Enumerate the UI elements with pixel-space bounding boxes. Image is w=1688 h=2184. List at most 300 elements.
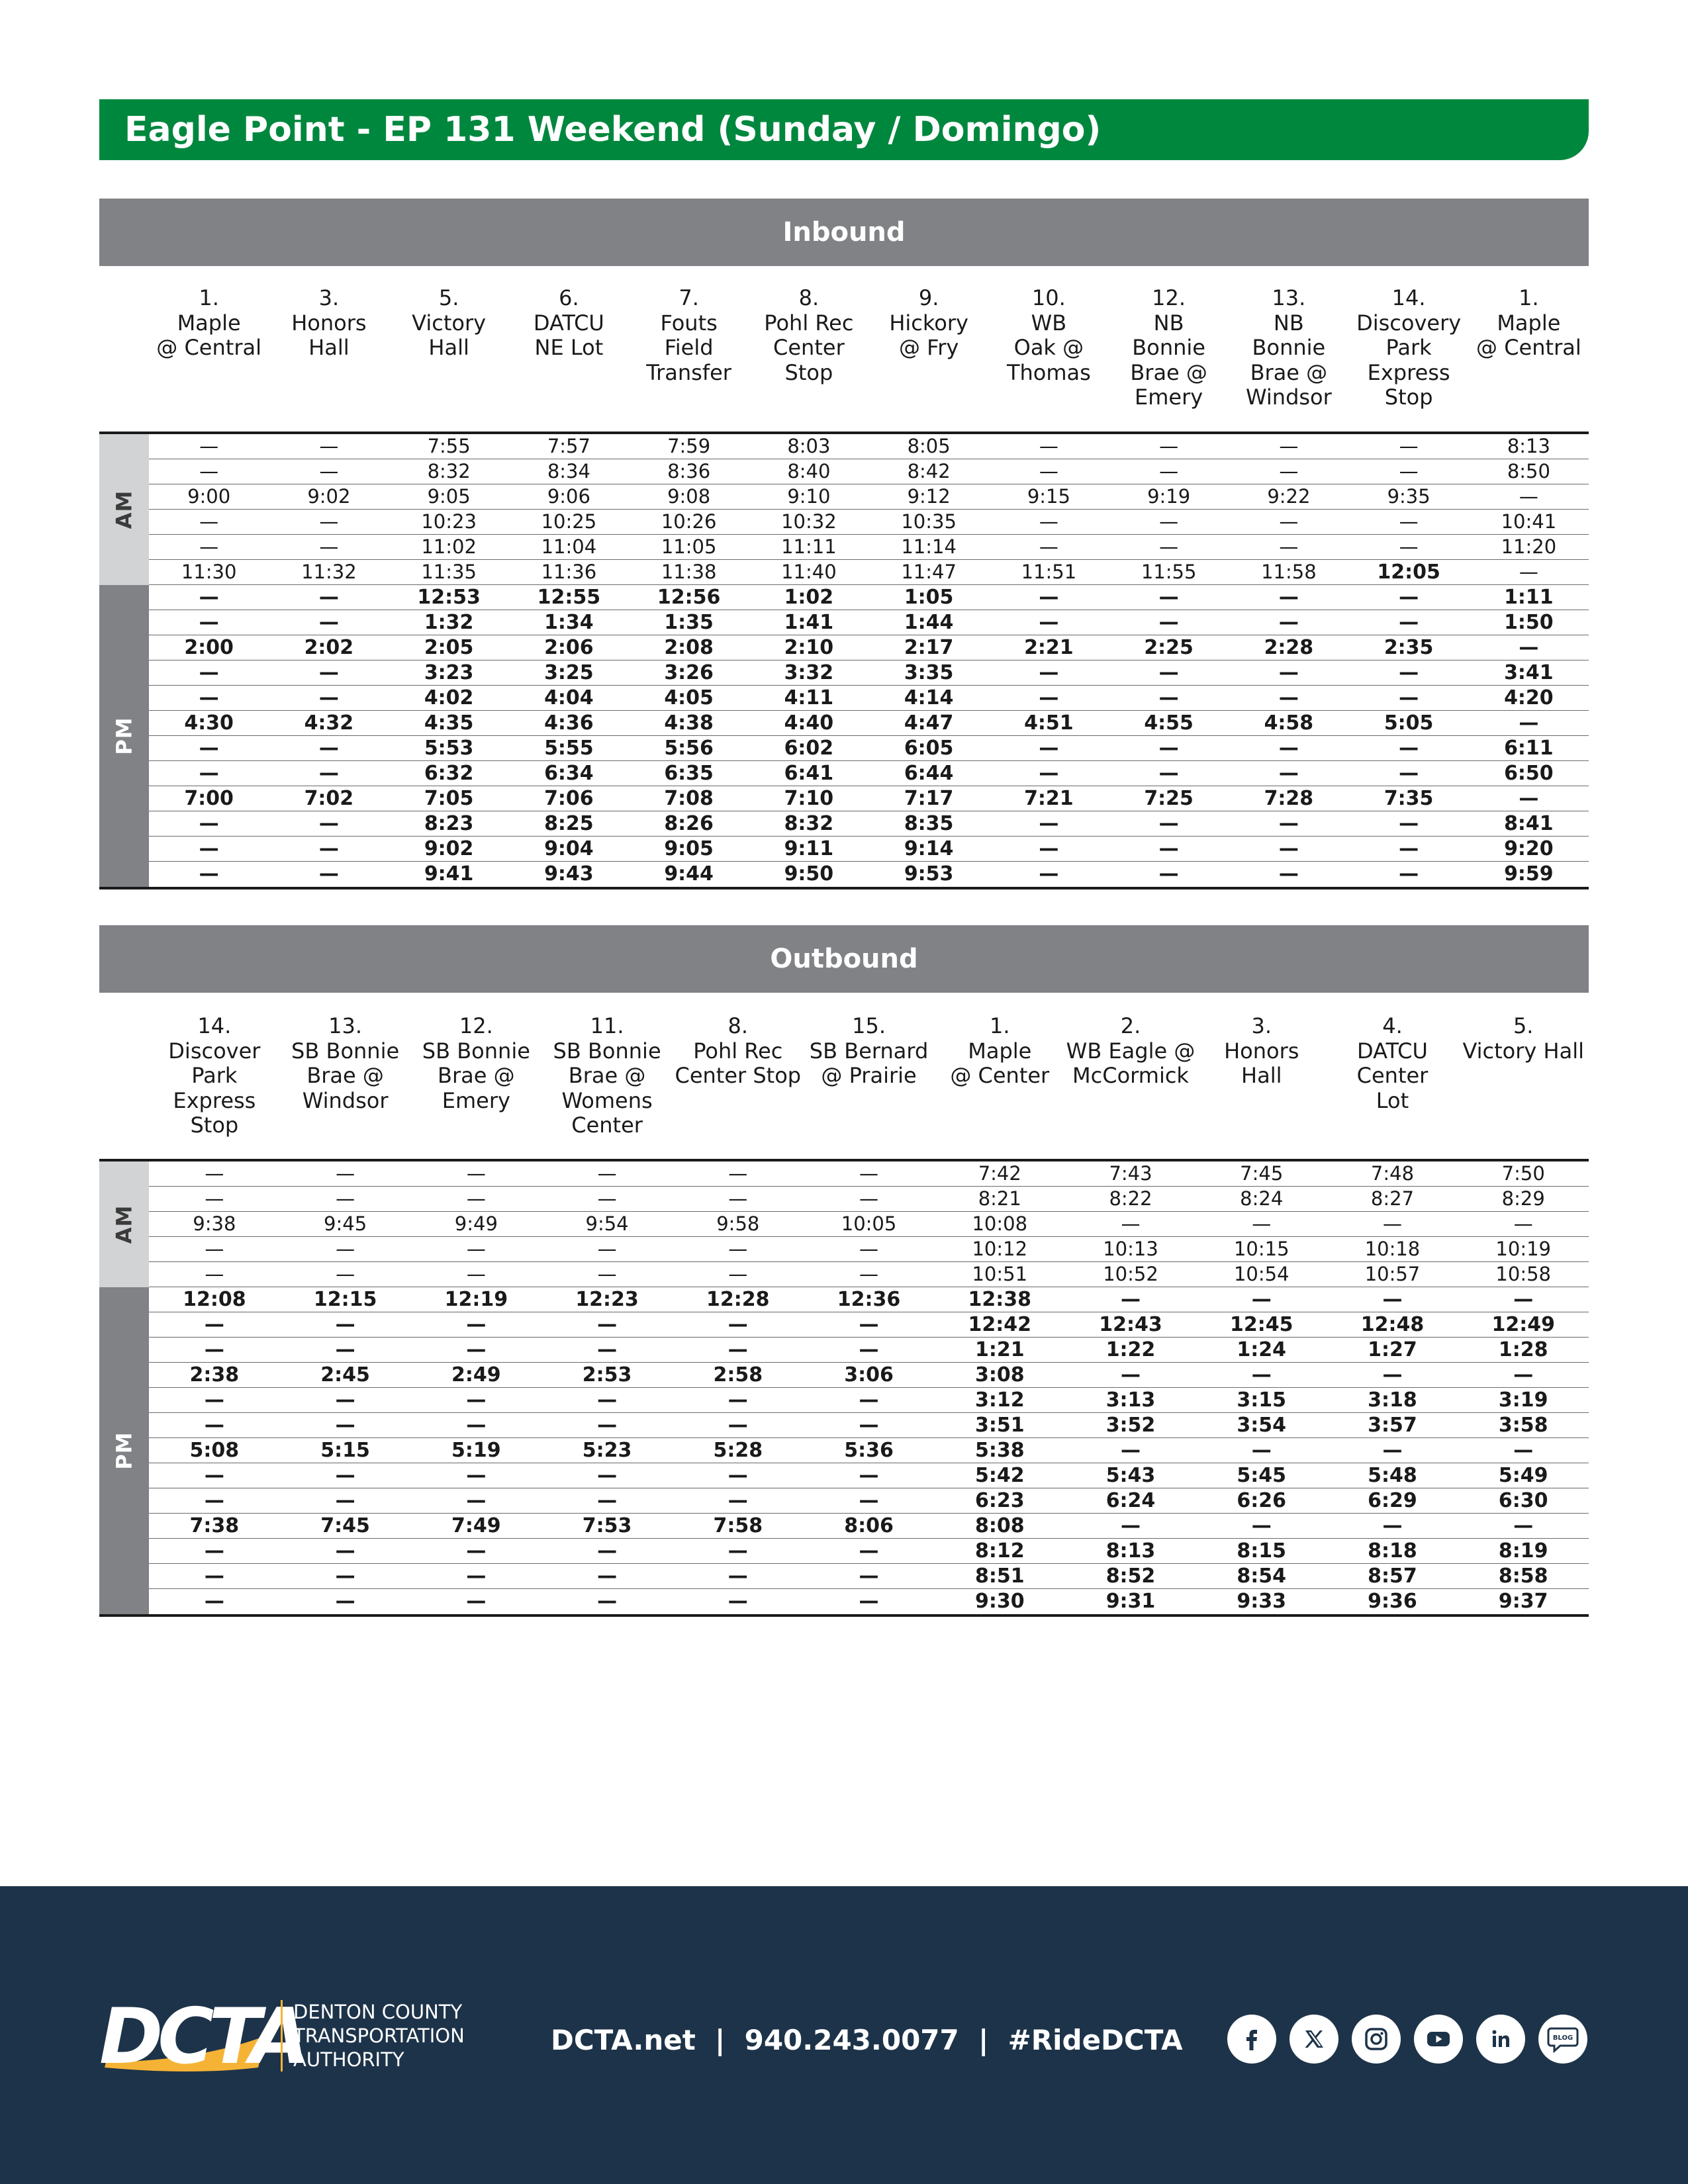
table-row: [149, 736, 1589, 761]
time-cell: —: [859, 1313, 879, 1336]
time-cell: 8:26: [664, 812, 714, 835]
time-cell: —: [204, 1464, 224, 1487]
time-cell: 9:35: [1387, 485, 1430, 508]
time-cell: 3:57: [1368, 1414, 1417, 1437]
time-cell: 9:14: [904, 837, 954, 860]
time-cell: —: [1121, 1288, 1141, 1311]
time-cell: —: [727, 1313, 748, 1336]
time-cell: —: [199, 611, 219, 634]
header-spacer: [99, 1013, 149, 1138]
stop-header-line: 6.: [559, 285, 579, 310]
time-cell: —: [466, 1263, 486, 1285]
time-cell: —: [727, 1565, 748, 1588]
stop-header: [410, 1013, 541, 1138]
stop-header-line: WB Eagle @: [1066, 1038, 1196, 1064]
stop-header-line: Thomas: [1006, 359, 1091, 385]
time-cell: 7:43: [1109, 1162, 1152, 1185]
table-row: [149, 1161, 1589, 1187]
time-cell: 8:34: [547, 460, 590, 482]
time-cell: 2:10: [784, 636, 834, 659]
table-row: [149, 811, 1589, 837]
blog-label: BLOG: [1552, 2034, 1573, 2042]
time-cell: —: [727, 1539, 748, 1563]
time-cell: 6:34: [544, 762, 594, 785]
time-cell: 3:35: [904, 661, 954, 684]
time-cell: 10:32: [781, 510, 837, 533]
time-cell: 8:29: [1501, 1187, 1545, 1210]
time-cell: —: [466, 1388, 487, 1412]
time-cell: —: [728, 1162, 748, 1185]
stop-header-line: Park Express: [173, 1063, 256, 1113]
table-row: [149, 1187, 1589, 1212]
time-cell: 8:57: [1368, 1565, 1417, 1588]
time-cell: 4:32: [304, 711, 354, 735]
time-cell: 5:15: [320, 1439, 370, 1462]
time-cell: 6:11: [1504, 737, 1554, 760]
time-cell: —: [1158, 837, 1179, 860]
table-row: [149, 585, 1589, 610]
time-cell: 9:53: [904, 862, 954, 886]
time-cell: —: [859, 1489, 879, 1512]
time-cell: —: [1399, 661, 1419, 684]
time-cell: —: [199, 510, 219, 533]
stop-header-line: 1.: [199, 285, 219, 310]
time-cell: 3:25: [544, 661, 594, 684]
header-spacer: [99, 285, 149, 410]
time-cell: 5:45: [1237, 1464, 1287, 1487]
stop-header: [804, 1013, 935, 1138]
time-cell: —: [199, 661, 219, 684]
time-cell: —: [335, 1414, 355, 1437]
time-cell: —: [319, 460, 339, 482]
table-row: [149, 1388, 1589, 1413]
table-row: [149, 1338, 1589, 1363]
time-cell: 2:53: [582, 1363, 632, 1387]
time-cell: —: [199, 812, 219, 835]
table-row: [149, 1363, 1589, 1388]
time-cell: 12:23: [575, 1288, 639, 1311]
stop-header-line: McCormick: [1072, 1063, 1189, 1088]
time-cell: 7:45: [1240, 1162, 1284, 1185]
time-cell: 11:02: [421, 535, 477, 558]
time-cell: —: [1513, 1514, 1534, 1537]
am-band: [99, 434, 149, 585]
time-cell: 5:48: [1368, 1464, 1417, 1487]
time-cell: 7:59: [667, 435, 711, 457]
stop-header-line: Pohl Rec: [693, 1038, 783, 1064]
time-cell: —: [204, 1590, 224, 1613]
time-cell: 12:45: [1229, 1313, 1293, 1336]
time-cell: —: [1039, 686, 1059, 709]
pm-band: [99, 585, 149, 887]
time-cell: —: [1399, 611, 1419, 634]
time-cell: 10:15: [1233, 1238, 1289, 1260]
time-cell: —: [204, 1565, 224, 1588]
time-cell: —: [1158, 862, 1179, 886]
time-cell: —: [597, 1414, 618, 1437]
time-cell: 9:50: [784, 862, 834, 886]
time-cell: 11:04: [541, 535, 597, 558]
time-cell: 8:06: [844, 1514, 894, 1537]
time-cell: 5:08: [189, 1439, 240, 1462]
time-cell: —: [1519, 787, 1539, 810]
time-cell: 7:06: [544, 787, 594, 810]
time-cell: 12:49: [1491, 1313, 1555, 1336]
time-cell: 2:21: [1024, 636, 1074, 659]
time-cell: 7:02: [304, 787, 354, 810]
linkedin-icon[interactable]: [1476, 2015, 1525, 2064]
time-cell: —: [466, 1313, 487, 1336]
time-cell: —: [466, 1489, 487, 1512]
stop-header: [389, 285, 509, 410]
time-cell: —: [1039, 586, 1059, 609]
time-cell: 8:54: [1237, 1565, 1287, 1588]
time-cell: 5:19: [451, 1439, 501, 1462]
time-cell: —: [1039, 535, 1058, 558]
time-cell: 3:08: [974, 1363, 1025, 1387]
time-cell: —: [204, 1388, 224, 1412]
inbound-stop-headers: [99, 285, 1589, 410]
time-cell: 9:15: [1027, 485, 1070, 508]
time-cell: 10:19: [1495, 1238, 1551, 1260]
time-cell: —: [859, 1338, 879, 1361]
time-cell: 10:51: [972, 1263, 1028, 1285]
table-row: [149, 761, 1589, 786]
time-cell: —: [199, 837, 219, 860]
stop-header: [934, 1013, 1065, 1138]
time-cell: 3:26: [664, 661, 714, 684]
time-cell: —: [1279, 535, 1299, 558]
time-cell: 5:49: [1498, 1464, 1548, 1487]
time-cell: 3:18: [1368, 1388, 1417, 1412]
time-cell: —: [199, 435, 219, 457]
time-cell: —: [1251, 1363, 1272, 1387]
time-cell: 7:21: [1024, 787, 1074, 810]
time-cell: 5:23: [582, 1439, 632, 1462]
stop-header: [1109, 285, 1229, 410]
time-cell: 3:06: [844, 1363, 894, 1387]
page-title: Eagle Point - EP 131 Weekend (Sunday / Domingo): [99, 99, 1589, 160]
time-cell: 3:58: [1498, 1414, 1548, 1437]
pm-label: PM: [111, 717, 137, 755]
stop-header-line: 2.: [1120, 1013, 1141, 1038]
org-name-line: TRANSPORTATION: [293, 2025, 465, 2047]
time-cell: —: [318, 837, 339, 860]
stop-header-line: SB Bonnie: [291, 1038, 400, 1064]
time-cell: —: [597, 1388, 618, 1412]
time-cell: —: [1159, 535, 1179, 558]
stop-header-line: Stop: [784, 359, 833, 385]
time-cell: 1:21: [974, 1338, 1025, 1361]
time-cell: 9:30: [974, 1590, 1025, 1613]
time-cell: —: [1158, 586, 1179, 609]
time-cell: 5:53: [424, 737, 474, 760]
time-cell: 12:19: [444, 1288, 508, 1311]
time-cell: 9:02: [307, 485, 351, 508]
time-cell: 4:36: [544, 711, 594, 735]
time-cell: 7:55: [427, 435, 471, 457]
time-cell: 7:35: [1383, 787, 1434, 810]
time-cell: —: [318, 862, 339, 886]
time-cell: 8:27: [1370, 1187, 1415, 1210]
time-cell: 10:57: [1364, 1263, 1421, 1285]
am-band: [99, 1161, 149, 1287]
stop-header-line: 5.: [438, 285, 459, 310]
time-cell: —: [204, 1489, 224, 1512]
time-cell: 3:23: [424, 661, 474, 684]
time-cell: 5:43: [1105, 1464, 1156, 1487]
time-cell: 11:36: [541, 561, 597, 583]
time-cell: 5:55: [544, 737, 594, 760]
time-cell: 4:02: [424, 686, 474, 709]
time-cell: —: [859, 1238, 879, 1260]
time-cell: —: [318, 686, 339, 709]
stop-header-line: Center: [571, 1113, 643, 1138]
stop-header-line: 15.: [852, 1013, 886, 1038]
table-row: [149, 1262, 1589, 1287]
stop-header-line: Maple: [968, 1038, 1032, 1064]
time-cell: 1:41: [784, 611, 834, 634]
time-cell: 11:14: [901, 535, 957, 558]
stop-header-line: Bonnie: [1252, 335, 1326, 360]
time-cell: 7:10: [784, 787, 834, 810]
time-cell: 9:20: [1504, 837, 1554, 860]
time-cell: 9:59: [1504, 862, 1554, 886]
time-cell: 6:02: [784, 737, 834, 760]
stop-header: [1065, 1013, 1196, 1138]
time-cell: —: [1399, 686, 1419, 709]
stop-header: [1349, 285, 1469, 410]
stop-header-line: 10.: [1031, 285, 1066, 310]
time-cell: —: [1251, 1288, 1272, 1311]
time-cell: 3:52: [1105, 1414, 1156, 1437]
stop-header-line: Emery: [1135, 385, 1203, 410]
time-cell: 2:38: [189, 1363, 240, 1387]
stop-header-line: Womens: [561, 1087, 653, 1113]
time-cell: —: [597, 1590, 618, 1613]
time-cell: 6:30: [1498, 1489, 1548, 1512]
stop-header-line: Discovery: [1356, 310, 1462, 336]
time-cell: 9:05: [427, 485, 471, 508]
time-cell: —: [1278, 611, 1299, 634]
time-cell: 9:11: [784, 837, 834, 860]
time-cell: —: [336, 1263, 355, 1285]
time-cell: 2:25: [1144, 636, 1194, 659]
stop-header: [629, 285, 749, 410]
time-cell: —: [205, 1263, 224, 1285]
time-cell: 7:28: [1264, 787, 1314, 810]
stop-header-line: NB: [1273, 310, 1304, 336]
time-cell: —: [335, 1565, 355, 1588]
time-cell: 5:38: [974, 1439, 1025, 1462]
table-row: [149, 1237, 1589, 1262]
time-cell: —: [1039, 737, 1059, 760]
stop-header: [149, 1013, 280, 1138]
time-cell: —: [1279, 460, 1299, 482]
time-cell: —: [1399, 837, 1419, 860]
time-cell: —: [466, 1162, 486, 1185]
youtube-icon[interactable]: [1414, 2015, 1463, 2064]
time-cell: —: [1513, 1439, 1534, 1462]
time-cell: 3:54: [1237, 1414, 1287, 1437]
time-cell: 8:50: [1507, 460, 1550, 482]
time-cell: —: [1278, 586, 1299, 609]
instagram-icon[interactable]: [1352, 2015, 1401, 2064]
time-cell: 11:51: [1021, 561, 1077, 583]
time-cell: 9:58: [716, 1212, 760, 1235]
am-label: AM: [111, 1205, 137, 1244]
time-cell: —: [335, 1338, 355, 1361]
time-cell: 10:26: [661, 510, 717, 533]
time-cell: —: [199, 535, 219, 558]
time-cell: 1:05: [904, 586, 954, 609]
time-cell: 7:25: [1144, 787, 1194, 810]
time-cell: —: [335, 1464, 355, 1487]
time-cell: —: [1278, 737, 1299, 760]
stop-header-line: @ Central: [156, 335, 261, 360]
time-cell: —: [466, 1539, 487, 1563]
stop-header: [749, 285, 868, 410]
time-cell: 3:41: [1504, 661, 1554, 684]
time-cell: 7:48: [1370, 1162, 1415, 1185]
time-cell: 6:35: [664, 762, 714, 785]
time-cell: 10:12: [972, 1238, 1028, 1260]
time-cell: 7:50: [1501, 1162, 1545, 1185]
time-cell: —: [859, 1388, 879, 1412]
time-cell: —: [597, 1539, 618, 1563]
time-cell: —: [205, 1238, 224, 1260]
time-cell: —: [335, 1489, 355, 1512]
inbound-section-header: Inbound: [99, 199, 1589, 266]
time-cell: 4:05: [664, 686, 714, 709]
time-cell: —: [1039, 435, 1058, 457]
table-row: [149, 1514, 1589, 1539]
blog-icon[interactable]: [1538, 2015, 1587, 2064]
stop-header-line: WB: [1031, 310, 1067, 336]
time-cell: 11:58: [1261, 561, 1317, 583]
time-cell: —: [466, 1565, 487, 1588]
stop-header-line: Stop: [1384, 385, 1433, 410]
time-cell: 11:55: [1141, 561, 1197, 583]
stop-header: [1229, 285, 1348, 410]
time-cell: —: [597, 1338, 618, 1361]
time-cell: 2:05: [424, 636, 474, 659]
stop-header: [869, 285, 989, 410]
stop-header-line: Emery: [442, 1087, 510, 1113]
time-cell: 4:14: [904, 686, 954, 709]
time-cell: 1:32: [424, 611, 474, 634]
time-cell: —: [1039, 762, 1059, 785]
stop-header-line: @ Center: [950, 1063, 1050, 1088]
stop-header-line: 13.: [328, 1013, 363, 1038]
time-cell: 12:43: [1099, 1313, 1162, 1336]
time-cell: 10:52: [1103, 1263, 1158, 1285]
time-cell: —: [1252, 1212, 1272, 1235]
time-cell: 4:20: [1504, 686, 1554, 709]
stop-header-line: DATCU: [533, 310, 604, 336]
time-cell: 6:44: [904, 762, 954, 785]
stop-header-line: 3.: [318, 285, 340, 310]
time-cell: 8:51: [974, 1565, 1025, 1588]
time-cell: —: [1121, 1212, 1141, 1235]
time-cell: 12:53: [417, 586, 481, 609]
stop-header-line: Fouts: [660, 310, 718, 336]
time-cell: —: [1278, 812, 1299, 835]
stop-header-line: Brae @: [1130, 359, 1207, 385]
time-cell: —: [1382, 1363, 1403, 1387]
time-cell: —: [597, 1489, 618, 1512]
time-cell: —: [727, 1590, 748, 1613]
time-cell: —: [1158, 686, 1179, 709]
table-row: [149, 1589, 1589, 1614]
time-cell: —: [1158, 762, 1179, 785]
stop-header-line: Field: [664, 335, 714, 360]
stop-header-line: Brae @: [438, 1063, 515, 1088]
time-cell: —: [859, 1539, 879, 1563]
time-cell: 10:18: [1364, 1238, 1421, 1260]
stop-header-line: @ Central: [1476, 335, 1581, 360]
time-cell: —: [204, 1414, 224, 1437]
time-cell: 4:04: [544, 686, 594, 709]
stop-header-line: Bonnie: [1132, 335, 1205, 360]
time-cell: —: [1382, 1288, 1403, 1311]
stop-header: [989, 285, 1109, 410]
time-cell: 2:49: [451, 1363, 501, 1387]
table-row: [149, 459, 1589, 484]
time-cell: —: [336, 1162, 355, 1185]
time-cell: —: [1039, 661, 1059, 684]
time-cell: 3:13: [1105, 1388, 1156, 1412]
time-cell: —: [1121, 1363, 1141, 1387]
time-cell: 9:04: [544, 837, 594, 860]
stop-header-line: 14.: [1391, 285, 1426, 310]
stop-header-line: Honors: [291, 310, 367, 336]
time-cell: —: [597, 1238, 617, 1260]
time-cell: 4:51: [1024, 711, 1074, 735]
time-cell: —: [319, 510, 339, 533]
time-cell: —: [1159, 460, 1179, 482]
time-cell: —: [1158, 661, 1179, 684]
time-cell: —: [1278, 661, 1299, 684]
time-cell: —: [1519, 561, 1538, 583]
facebook-icon[interactable]: [1227, 2015, 1276, 2064]
time-cell: 9:44: [664, 862, 714, 886]
time-cell: —: [199, 460, 219, 482]
time-cell: —: [335, 1590, 355, 1613]
am-label: AM: [111, 490, 137, 529]
x-icon[interactable]: [1289, 2015, 1338, 2064]
time-cell: 11:05: [661, 535, 717, 558]
time-cell: —: [727, 1388, 748, 1412]
time-cell: 5:05: [1383, 711, 1434, 735]
time-cell: 7:45: [320, 1514, 370, 1537]
time-cell: —: [728, 1187, 748, 1210]
pm-band: [99, 1287, 149, 1614]
time-cell: 7:05: [424, 787, 474, 810]
time-cell: 9:06: [547, 485, 590, 508]
time-cell: 10:54: [1233, 1263, 1289, 1285]
stop-header-line: 14.: [197, 1013, 232, 1038]
time-cell: 8:03: [787, 435, 831, 457]
stop-header-line: Victory: [412, 310, 487, 336]
time-cell: 4:35: [424, 711, 474, 735]
time-cell: —: [318, 661, 339, 684]
time-cell: 1:28: [1498, 1338, 1548, 1361]
stop-header: [673, 1013, 804, 1138]
time-cell: 8:18: [1368, 1539, 1417, 1563]
time-cell: 4:38: [664, 711, 714, 735]
time-cell: —: [199, 862, 219, 886]
